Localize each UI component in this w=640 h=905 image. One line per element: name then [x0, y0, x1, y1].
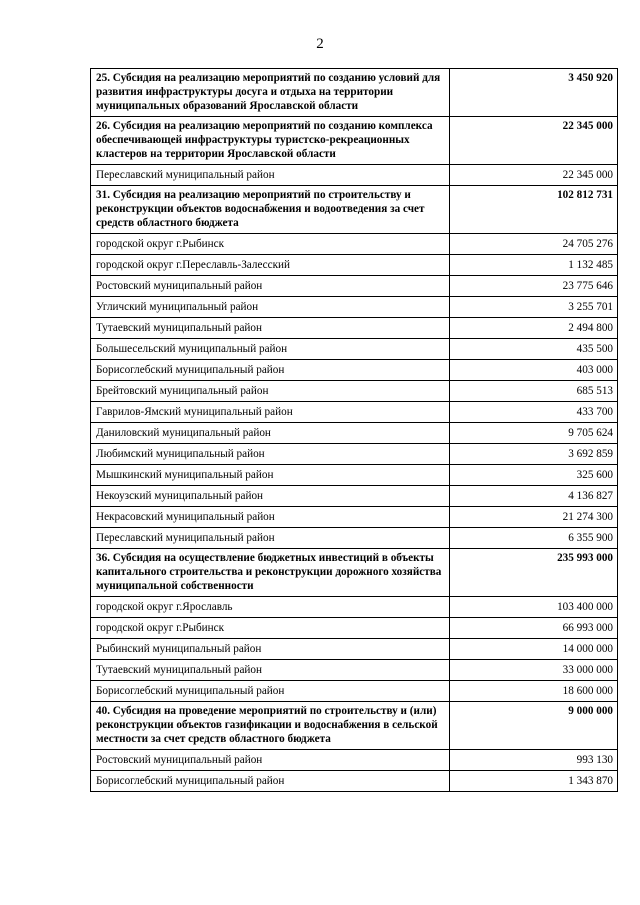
district-row [91, 402, 618, 423]
subsidy-title: 40. Субсидия на проведение мероприятий по строительству и (или) реконструкции объектов газификации и водоснабжения в сельской местности за счет средств областного бюджета [91, 702, 450, 750]
subsidy-heading-row [91, 69, 618, 117]
district-row [91, 597, 618, 618]
subsidy-total: 235 993 000 [450, 549, 618, 597]
district-amount: 14 000 000 [450, 639, 618, 660]
district-amount: 66 993 000 [450, 618, 618, 639]
district-amount: 4 136 827 [450, 486, 618, 507]
subsidy-title: 25. Субсидия на реализацию мероприятий по созданию условий для развития инфраструктуры досуга и отдыха на территории муниципальных образований Ярославской области [91, 69, 450, 117]
page-number: 2 [316, 36, 324, 52]
subsidy-heading-row [91, 186, 618, 234]
district-amount: 103 400 000 [450, 597, 618, 618]
district-name: Гаврилов-Ямский муниципальный район [91, 402, 450, 423]
district-row [91, 360, 618, 381]
district-row [91, 486, 618, 507]
subsidy-heading-row [91, 702, 618, 750]
district-row [91, 507, 618, 528]
subsidy-total: 9 000 000 [450, 702, 618, 750]
district-row [91, 639, 618, 660]
district-name: городской округ г.Рыбинск [91, 618, 450, 639]
district-amount: 21 274 300 [450, 507, 618, 528]
district-row [91, 681, 618, 702]
district-row [91, 750, 618, 771]
subsidy-heading-row [91, 117, 618, 165]
subsidy-title: 31. Субсидия на реализацию мероприятий по строительству и реконструкции объектов водоснабжения и водоотведения за счет средств областного бюджета [91, 186, 450, 234]
district-row [91, 618, 618, 639]
district-amount: 325 600 [450, 465, 618, 486]
district-name: Рыбинский муниципальный район [91, 639, 450, 660]
subsidy-total: 102 812 731 [450, 186, 618, 234]
subsidy-title: 26. Субсидия на реализацию мероприятий по созданию комплекса обеспечивающей инфраструктуры туристско-рекреационных кластеров на территории Ярославской области [91, 117, 450, 165]
district-name: Угличский муниципальный район [91, 297, 450, 318]
district-name: Брейтовский муниципальный район [91, 381, 450, 402]
district-amount: 993 130 [450, 750, 618, 771]
district-row [91, 381, 618, 402]
district-name: городской округ г.Рыбинск [91, 234, 450, 255]
subsidy-table [90, 68, 618, 792]
district-row [91, 528, 618, 549]
district-row [91, 465, 618, 486]
district-row [91, 339, 618, 360]
district-row [91, 444, 618, 465]
district-amount: 403 000 [450, 360, 618, 381]
district-name: Некрасовский муниципальный район [91, 507, 450, 528]
district-name: Даниловский муниципальный район [91, 423, 450, 444]
district-name: Мышкинский муниципальный район [91, 465, 450, 486]
district-amount: 1 132 485 [450, 255, 618, 276]
district-row [91, 660, 618, 681]
district-name: Борисоглебский муниципальный район [91, 681, 450, 702]
district-amount: 435 500 [450, 339, 618, 360]
district-row [91, 297, 618, 318]
district-amount: 685 513 [450, 381, 618, 402]
subsidy-title: 36. Субсидия на осуществление бюджетных инвестиций в объекты капитального строительства и реконструкции дорожного хозяйства муниципальной собственности [91, 549, 450, 597]
district-amount: 9 705 624 [450, 423, 618, 444]
district-name: городской округ г.Ярославль [91, 597, 450, 618]
district-name: Ростовский муниципальный район [91, 750, 450, 771]
district-amount: 2 494 800 [450, 318, 618, 339]
district-row [91, 318, 618, 339]
district-row [91, 234, 618, 255]
district-name: Большесельский муниципальный район [91, 339, 450, 360]
district-name: Тутаевский муниципальный район [91, 660, 450, 681]
district-amount: 23 775 646 [450, 276, 618, 297]
district-amount: 433 700 [450, 402, 618, 423]
district-name: городской округ г.Переславль-Залесский [91, 255, 450, 276]
district-name: Борисоглебский муниципальный район [91, 771, 450, 792]
district-name: Переславский муниципальный район [91, 165, 450, 186]
district-amount: 3 255 701 [450, 297, 618, 318]
district-row [91, 771, 618, 792]
district-amount: 6 355 900 [450, 528, 618, 549]
district-amount: 22 345 000 [450, 165, 618, 186]
district-name: Любимский муниципальный район [91, 444, 450, 465]
district-name: Некоузский муниципальный район [91, 486, 450, 507]
district-name: Ростовский муниципальный район [91, 276, 450, 297]
subsidy-total: 3 450 920 [450, 69, 618, 117]
subsidy-total: 22 345 000 [450, 117, 618, 165]
district-row [91, 165, 618, 186]
district-row [91, 255, 618, 276]
district-amount: 18 600 000 [450, 681, 618, 702]
district-row [91, 423, 618, 444]
district-amount: 24 705 276 [450, 234, 618, 255]
district-amount: 3 692 859 [450, 444, 618, 465]
district-amount: 33 000 000 [450, 660, 618, 681]
subsidy-heading-row [91, 549, 618, 597]
district-name: Тутаевский муниципальный район [91, 318, 450, 339]
district-row [91, 276, 618, 297]
district-name: Борисоглебский муниципальный район [91, 360, 450, 381]
district-name: Переславский муниципальный район [91, 528, 450, 549]
district-amount: 1 343 870 [450, 771, 618, 792]
